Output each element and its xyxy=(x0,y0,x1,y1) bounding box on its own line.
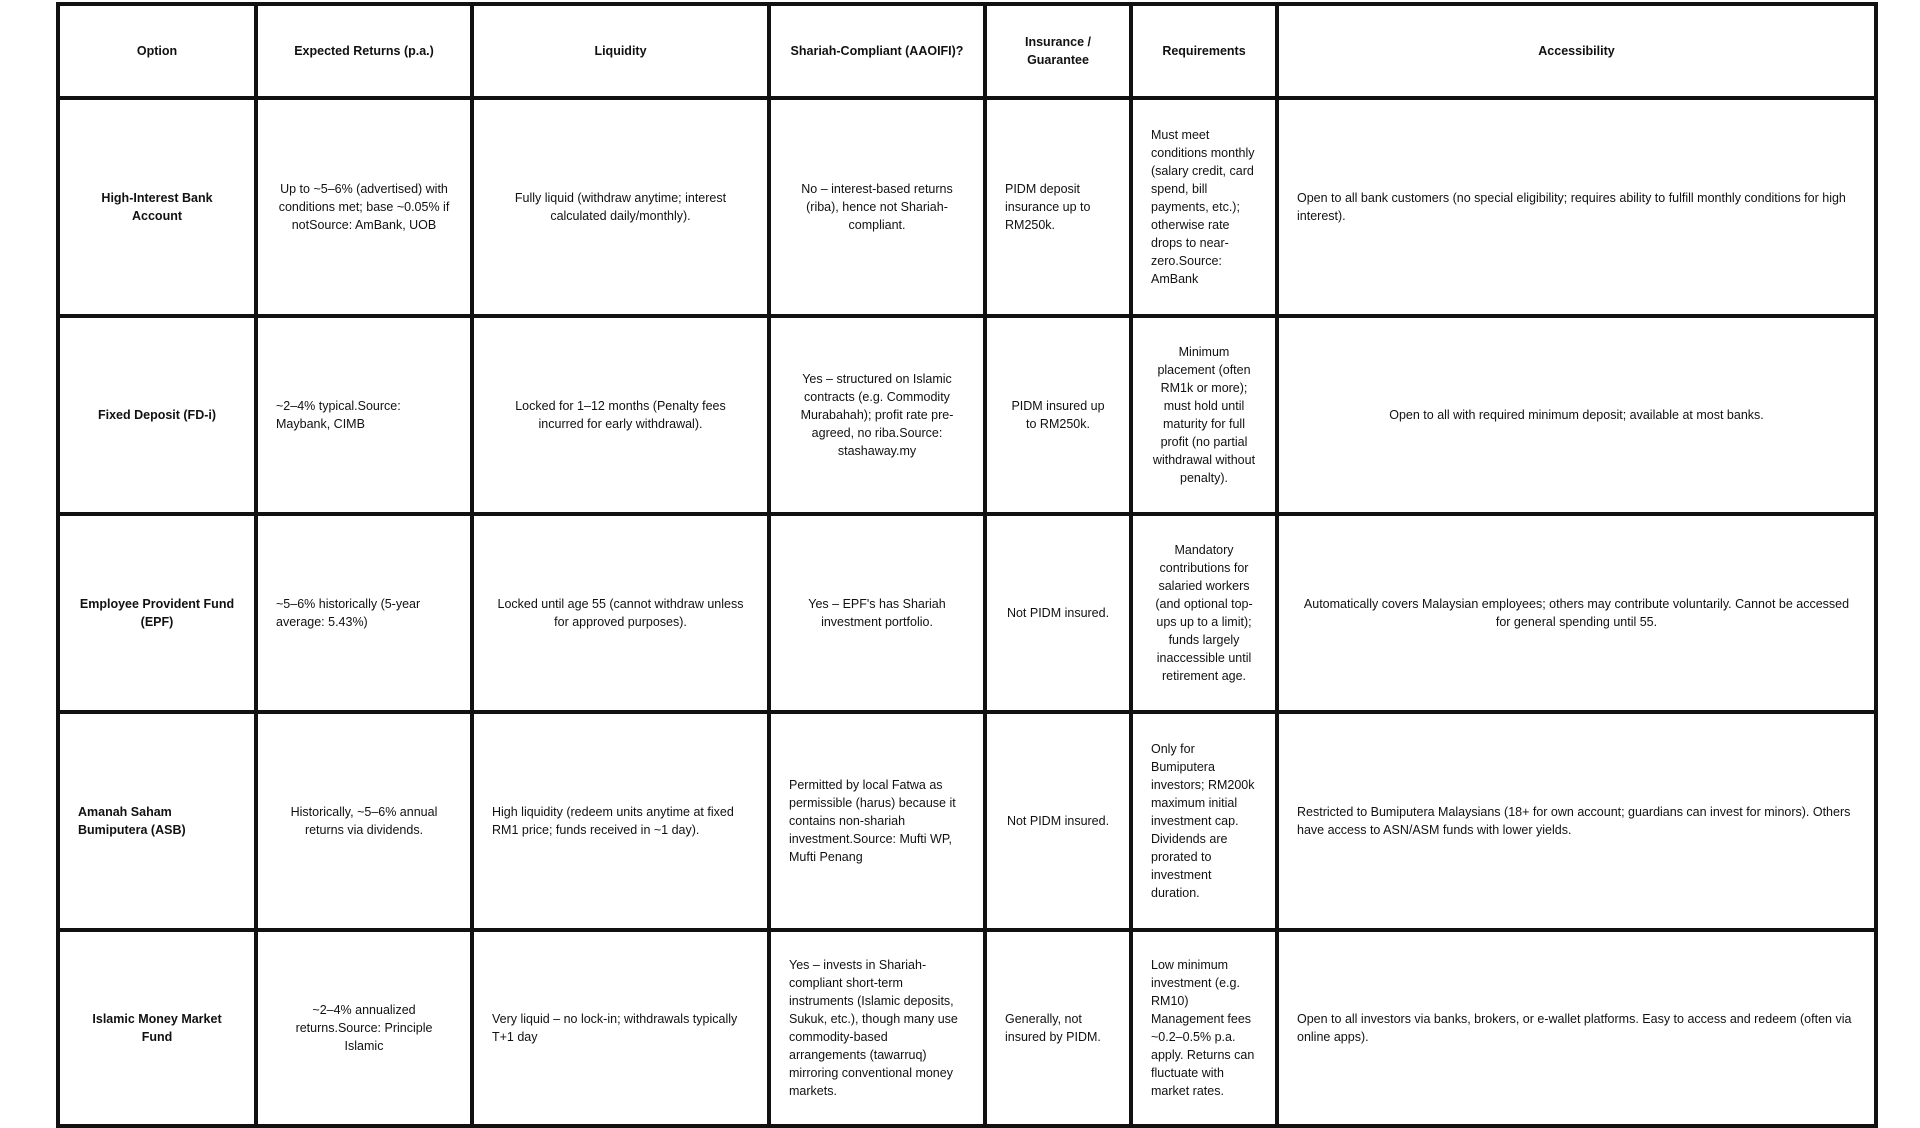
option-cell: Fixed Deposit (FD-i) xyxy=(58,316,256,514)
shariah-cell: Yes – structured on Islamic contracts (e.g. Commodity Murabahah); profit rate pre-agreed, no riba.Source: stashaway.my xyxy=(769,316,985,514)
returns-cell: ~2–4% typical.Source: Maybank, CIMB xyxy=(256,316,472,514)
requirements-cell: Must meet conditions monthly (salary credit, card spend, bill payments, etc.); otherwise rate drops to near-zero.Source: AmBank xyxy=(1131,98,1277,316)
header-accessibility: Accessibility xyxy=(1277,4,1876,98)
shariah-cell: Yes – EPF's has Shariah investment portfolio. xyxy=(769,514,985,712)
insurance-cell: Not PIDM insured. xyxy=(985,712,1131,930)
accessibility-cell: Open to all with required minimum deposit; available at most banks. xyxy=(1277,316,1876,514)
insurance-cell: PIDM deposit insurance up to RM250k. xyxy=(985,98,1131,316)
requirements-cell: Mandatory contributions for salaried workers (and optional top-ups up to a limit); funds largely inaccessible until retirement age. xyxy=(1131,514,1277,712)
liquidity-cell: Very liquid – no lock-in; withdrawals typically T+1 day xyxy=(472,930,769,1126)
returns-cell: ~2–4% annualized returns.Source: Principle Islamic xyxy=(256,930,472,1126)
header-option: Option xyxy=(58,4,256,98)
liquidity-cell: Fully liquid (withdraw anytime; interest calculated daily/monthly). xyxy=(472,98,769,316)
accessibility-cell: Automatically covers Malaysian employees; others may contribute voluntarily. Cannot be accessed for general spending until 55. xyxy=(1277,514,1876,712)
table-row xyxy=(58,930,1876,1126)
requirements-cell: Only for Bumiputera investors; RM200k maximum initial investment cap. Dividends are prorated to investment duration. xyxy=(1131,712,1277,930)
table-row xyxy=(58,514,1876,712)
header-liquidity: Liquidity xyxy=(472,4,769,98)
shariah-cell: No – interest-based returns (riba), hence not Shariah-compliant. xyxy=(769,98,985,316)
header-expected-returns: Expected Returns (p.a.) xyxy=(256,4,472,98)
option-cell: Employee Provident Fund (EPF) xyxy=(58,514,256,712)
header-shariah-compliant: Shariah-Compliant (AAOIFI)? xyxy=(769,4,985,98)
returns-cell: ~5–6% historically (5-year average: 5.43%) xyxy=(256,514,472,712)
option-cell: High-Interest Bank Account xyxy=(58,98,256,316)
returns-cell: Historically, ~5–6% annual returns via dividends. xyxy=(256,712,472,930)
table-row xyxy=(58,712,1876,930)
table-row xyxy=(58,98,1876,316)
option-cell: Islamic Money Market Fund xyxy=(58,930,256,1126)
accessibility-cell: Open to all investors via banks, brokers, or e-wallet platforms. Easy to access and redeem (often via online apps). xyxy=(1277,930,1876,1126)
returns-cell: Up to ~5–6% (advertised) with conditions met; base ~0.05% if notSource: AmBank, UOB xyxy=(256,98,472,316)
liquidity-cell: High liquidity (redeem units anytime at fixed RM1 price; funds received in ~1 day). xyxy=(472,712,769,930)
requirements-cell: Minimum placement (often RM1k or more); must hold until maturity for full profit (no partial withdrawal without penalty). xyxy=(1131,316,1277,514)
insurance-cell: Not PIDM insured. xyxy=(985,514,1131,712)
liquidity-cell: Locked until age 55 (cannot withdraw unless for approved purposes). xyxy=(472,514,769,712)
table-row xyxy=(58,316,1876,514)
header-requirements: Requirements xyxy=(1131,4,1277,98)
accessibility-cell: Restricted to Bumiputera Malaysians (18+ for own account; guardians can invest for minors). Others have access to ASN/ASM funds with lower yields. xyxy=(1277,712,1876,930)
requirements-cell: Low minimum investment (e.g. RM10) Management fees ~0.2–0.5% p.a. apply. Returns can fluctuate with market rates. xyxy=(1131,930,1277,1126)
shariah-cell: Yes – invests in Shariah-compliant short-term instruments (Islamic deposits, Sukuk, etc.), though many use commodity-based arrangements (tawarruq) mirroring conventional money markets. xyxy=(769,930,985,1126)
liquidity-cell: Locked for 1–12 months (Penalty fees incurred for early withdrawal). xyxy=(472,316,769,514)
accessibility-cell: Open to all bank customers (no special eligibility; requires ability to fulfill monthly conditions for high interest). xyxy=(1277,98,1876,316)
insurance-cell: PIDM insured up to RM250k. xyxy=(985,316,1131,514)
header-insurance: Insurance / Guarantee xyxy=(985,4,1131,98)
option-cell: Amanah Saham Bumiputera (ASB) xyxy=(58,712,256,930)
insurance-cell: Generally, not insured by PIDM. xyxy=(985,930,1131,1126)
comparison-table xyxy=(56,2,1878,1128)
header-row xyxy=(58,4,1876,98)
shariah-cell: Permitted by local Fatwa as permissible (harus) because it contains non-shariah investment.Source: Mufti WP, Mufti Penang xyxy=(769,712,985,930)
